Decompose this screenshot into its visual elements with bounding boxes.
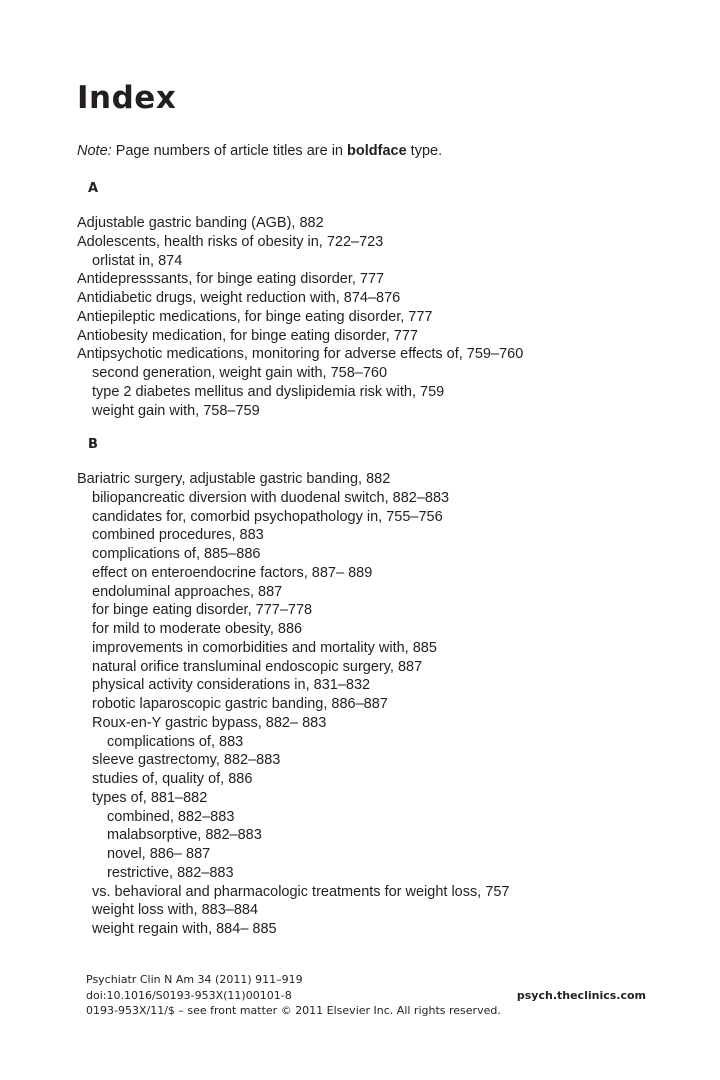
page-title: Index <box>77 80 177 116</box>
footer-site: psych.theclinics.com <box>516 988 646 1002</box>
section-letter-b: B <box>88 437 98 452</box>
section-letter-a: A <box>88 181 99 196</box>
index-subentry: complications of, 883 <box>107 733 244 750</box>
index-entry: Antidiabetic drugs, weight reduction with, 874–876 <box>77 290 401 306</box>
index-subentry: for mild to moderate obesity, 886 <box>92 621 303 637</box>
index-subentry: second generation, weight gain with, 758–760 <box>92 365 388 381</box>
index-entry: Adolescents, health risks of obesity in, 722–723 <box>77 233 384 250</box>
index-section-b <box>77 436 677 939</box>
index-subentry: orlistat in, 874 <box>92 252 183 269</box>
index-subentry: natural orifice transluminal endoscopic surgery, 887 <box>92 658 423 675</box>
index-section-a <box>77 180 677 420</box>
index-entry: Antidepresssants, for binge eating disorder, 777 <box>77 271 385 288</box>
index-subentry: candidates for, comorbid psychopathology in, 755–756 <box>92 508 443 525</box>
index-subentry: effect on enteroendocrine factors, 887– 889 <box>92 564 373 581</box>
index-subentry: vs. behavioral and pharmacologic treatments for weight loss, 757 <box>92 883 510 900</box>
index-subentry: sleeve gastrectomy, 882–883 <box>92 752 281 769</box>
index-subentry: weight loss with, 883–884 <box>92 902 259 919</box>
index-entry: Antiobesity medication, for binge eating disorder, 777 <box>77 327 418 344</box>
index-subentry: restrictive, 882–883 <box>107 864 234 881</box>
index-subentry: biliopancreatic diversion with duodenal switch, 882–883 <box>92 489 450 506</box>
index-subentry: physical activity considerations in, 831–832 <box>92 677 371 694</box>
index-subentry: combined procedures, 883 <box>92 527 264 544</box>
index-subentry: novel, 886– 887 <box>107 846 211 862</box>
index-subentry: complications of, 885–886 <box>92 546 261 562</box>
index-note <box>77 142 442 160</box>
index-subentry: robotic laparoscopic gastric banding, 886–887 <box>92 696 388 712</box>
note-text-after: type. <box>406 143 443 159</box>
index-subentry: weight gain with, 758–759 <box>92 402 260 419</box>
index-subentry: type 2 diabetes mellitus and dyslipidemia risk with, 759 <box>92 383 445 400</box>
note-text-before: Page numbers of article titles are in <box>111 143 348 159</box>
footer-issn: 0193-953X/11/$ – see front matter © 2011 Elsevier Inc. All rights reserved. <box>86 1004 501 1017</box>
index-subentry: improvements in comorbidities and mortality with, 885 <box>92 639 437 656</box>
footer-citation: Psychiatr Clin N Am 34 (2011) 911–919 <box>86 973 303 986</box>
page-footer <box>86 972 646 1019</box>
index-subentry: endoluminal approaches, 887 <box>92 583 283 600</box>
index-subentry: for binge eating disorder, 777–778 <box>92 602 313 619</box>
index-entry: Antiepileptic medications, for binge eating disorder, 777 <box>77 308 433 325</box>
note-lead: Note: <box>77 143 112 159</box>
entry-list-a <box>77 214 677 420</box>
note-emphasis: boldface <box>347 143 407 159</box>
index-subentry: types of, 881–882 <box>92 789 208 806</box>
index-entry: Adjustable gastric banding (AGB), 882 <box>77 215 324 231</box>
index-subentry: studies of, quality of, 886 <box>92 771 253 787</box>
index-subentry: Roux-en-Y gastric bypass, 882– 883 <box>92 714 327 731</box>
index-subentry: weight regain with, 884– 885 <box>92 921 277 937</box>
index-entry: Bariatric surgery, adjustable gastric banding, 882 <box>77 471 391 487</box>
footer-doi: doi:10.1016/S0193-953X(11)00101-8 <box>86 988 292 1002</box>
index-subentry: malabsorptive, 882–883 <box>107 827 262 844</box>
index-subentry: combined, 882–883 <box>107 808 235 825</box>
index-entry: Antipsychotic medications, monitoring for adverse effects of, 759–760 <box>77 346 524 363</box>
entry-list-b <box>77 470 677 939</box>
